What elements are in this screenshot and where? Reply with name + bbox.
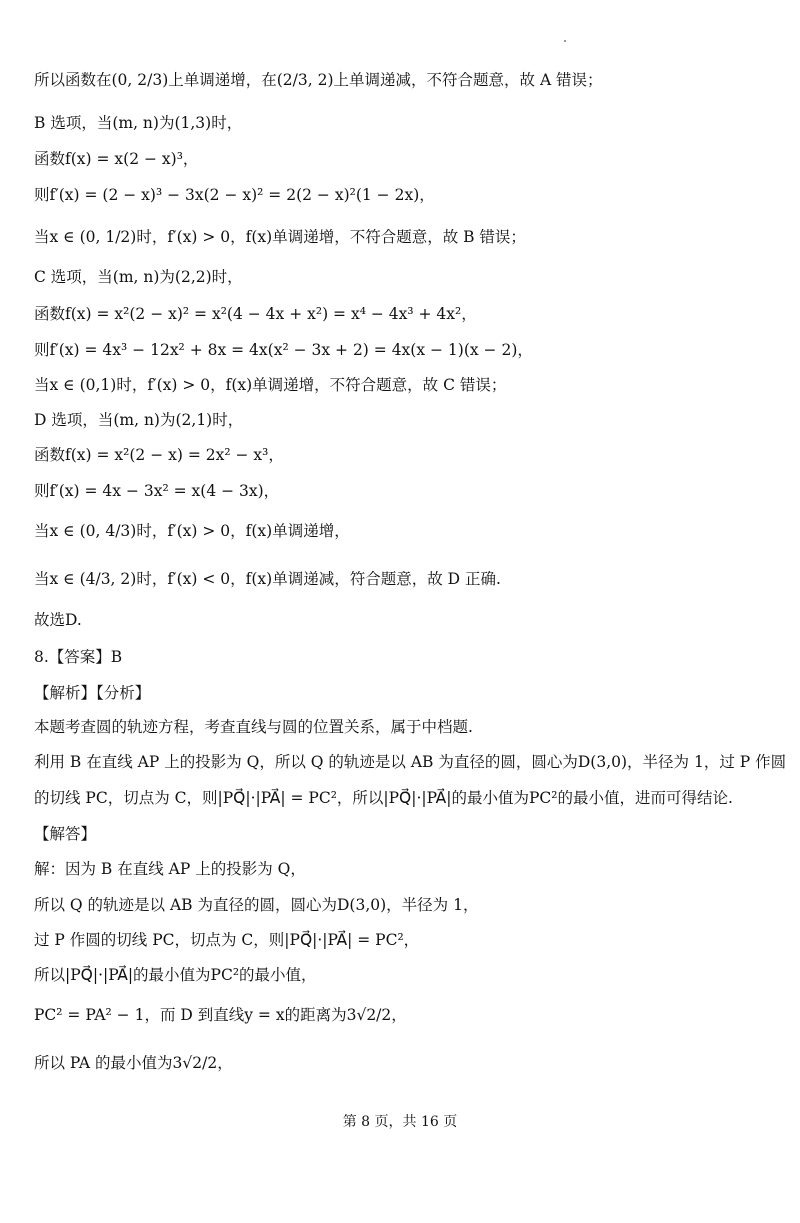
text-line: 则f′(x) = 4x³ − 12x² + 8x = 4x(x² − 3x + 2) = 4x(x − 1)(x − 2)， bbox=[34, 341, 533, 359]
text-line: 解：因为 B 在直线 AP 上的投影为 Q， bbox=[34, 860, 306, 878]
text-line: B 选项，当(m, n)为(1,3)时， bbox=[34, 114, 243, 132]
text-line: C 选项，当(m, n)为(2,2)时， bbox=[34, 268, 243, 286]
text-line: 所以|PQ⃗|·|PA⃗|的最小值为PC²的最小值， bbox=[34, 966, 317, 984]
text-line: 故选D. bbox=[34, 611, 82, 629]
scan-dot bbox=[564, 40, 566, 42]
text-line: 当x ∈ (0, 1/2)时，f′(x) > 0，f(x)单调递增，不符合题意，故 B 错误； bbox=[34, 228, 526, 246]
text-line: 函数f(x) = x²(2 − x) = 2x² − x³， bbox=[34, 446, 284, 464]
text-line: 当x ∈ (0, 4/3)时，f′(x) > 0，f(x)单调递增， bbox=[34, 522, 350, 540]
text-line: 则f′(x) = (2 − x)³ − 3x(2 − x)² = 2(2 − x)²(1 − 2x)， bbox=[34, 186, 435, 204]
text-line: 所以函数在(0, 2/3)上单调递增，在(2/3, 2)上单调递减，不符合题意，故 A 错误； bbox=[34, 71, 603, 89]
question-answer-header: 8.【答案】B bbox=[34, 648, 123, 666]
section-header: 【解析】【分析】 bbox=[34, 684, 151, 702]
text-line: 所以 Q 的轨迹是以 AB 为直径的圆，圆心为D(3,0)，半径为 1， bbox=[34, 896, 479, 914]
text-line: 当x ∈ (4/3, 2)时，f′(x) < 0，f(x)单调递减，符合题意，故 D 正确. bbox=[34, 570, 501, 588]
text-line: PC² = PA² − 1，而 D 到直线y = x的距离为3√2/2， bbox=[34, 1006, 407, 1024]
text-line: D 选项，当(m, n)为(2,1)时， bbox=[34, 411, 244, 429]
page-footer: 第 8 页，共 16 页 bbox=[342, 1114, 458, 1130]
text-line: 本题考查圆的轨迹方程，考查直线与圆的位置关系，属于中档题. bbox=[34, 718, 473, 736]
text-line: 函数f(x) = x(2 − x)³， bbox=[34, 150, 199, 168]
text-line: 函数f(x) = x²(2 − x)² = x²(4 − 4x + x²) = x⁴ − 4x³ + 4x²， bbox=[34, 305, 477, 323]
text-line: 利用 B 在直线 AP 上的投影为 Q，所以 Q 的轨迹是以 AB 为直径的圆，圆心为D(3,0)，半径为 1，过 P 作圆 bbox=[34, 753, 787, 771]
text-line: 则f′(x) = 4x − 3x² = x(4 − 3x)， bbox=[34, 482, 280, 500]
text-line: 过 P 作圆的切线 PC，切点为 C，则|PQ⃗|·|PA⃗| = PC²， bbox=[34, 931, 420, 949]
text-line: 当x ∈ (0,1)时，f′(x) > 0，f(x)单调递增，不符合题意，故 C 错误； bbox=[34, 376, 507, 394]
section-header: 【解答】 bbox=[34, 825, 97, 843]
text-line: 所以 PA 的最小值为3√2/2， bbox=[34, 1054, 233, 1072]
text-line: 的切线 PC，切点为 C，则|PQ⃗|·|PA⃗| = PC²，所以|PQ⃗|·|PA⃗|的最小值为PC²的最小值，进而可得结论. bbox=[34, 789, 733, 807]
